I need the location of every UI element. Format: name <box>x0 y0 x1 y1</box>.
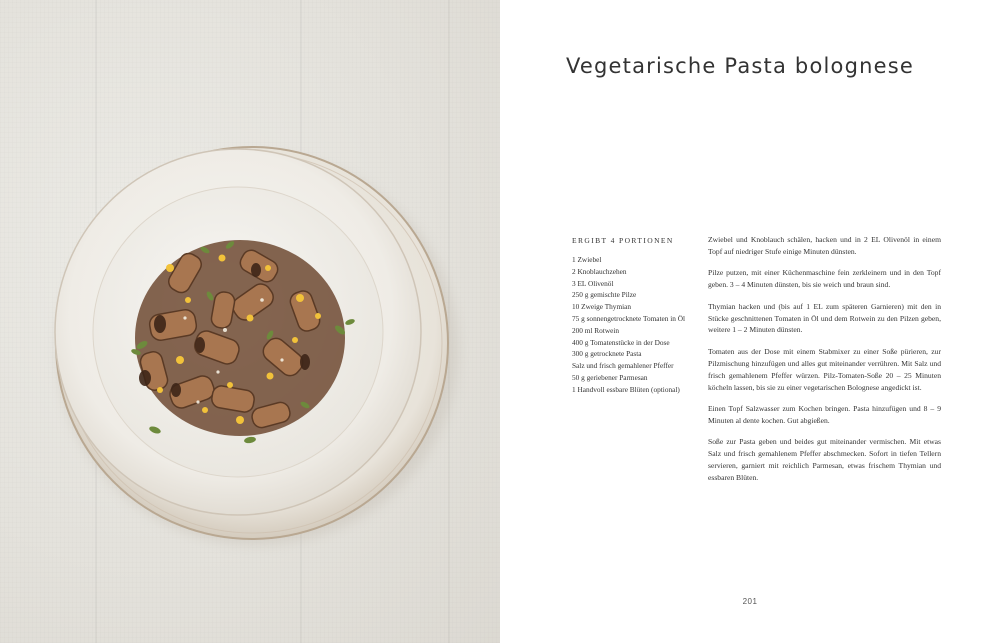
method-step: Zwiebel und Knoblauch schälen, hacken und in 2 EL Olivenöl in einem Topf auf niedriger Stufe einige Minuten dünsten. <box>708 235 941 256</box>
ingredient-item: 75 g sonnengetrocknete Tomaten in Öl <box>572 313 686 323</box>
ingredient-item: 1 Zwiebel <box>572 255 602 264</box>
ingredient-item: 200 ml Rotwein <box>572 325 620 335</box>
page-number: 201 <box>742 597 758 606</box>
method-step: Tomaten aus der Dose mit einem Stabmixer zu einer Soße pürieren, zur Pilzmischung hinzufügen und alles gut miteinander verrühren. Mit Salz und frisch gemahlenem Pfeffer würzen. Pilz-Tomaten-Soße 20 – 25 Minuten köcheln lassen, bis sie zu einer vegetarischen Bolognese angedickt ist. <box>708 346 941 392</box>
ingredient-item: 2 Knoblauchzehen <box>572 266 627 276</box>
ingredient-item: Salz und frisch gemahlener Pfeffer <box>572 361 674 371</box>
ingredient-item: 3 EL Olivenöl <box>572 278 614 288</box>
ingredient-item: 1 Handvoll essbare Blüten (optional) <box>572 384 680 394</box>
ingredient-item: 10 Zweige Thymian <box>572 302 632 312</box>
method-step: Soße zur Pasta geben und beides gut miteinander vermischen. Mit etwas Salz und frisch gemahlenem Pfeffer abschmecken. Sofort in tiefen Tellern servieren, garniert mit reichlich Parmesan, etwas frischem Thymian und essbaren Blüten. <box>708 437 941 482</box>
recipe-title: Vegetarische Pasta bolognese <box>565 54 914 78</box>
ingredient-item: 50 g geriebener Parmesan <box>572 372 648 382</box>
ingredient-item: 400 g Tomatenstücke in der Dose <box>572 337 670 347</box>
ingredient-item: 250 g gemischte Pilze <box>572 290 637 300</box>
method-step: Pilze putzen, mit einer Küchenmaschine fein zerkleinern und in den Topf geben. 3 – 4 Minuten dünsten, bis sie weich und braun sind. <box>708 268 941 290</box>
method-step: Thymian hacken und (bis auf 1 EL zum späteren Garnieren) mit den in Stücke geschnittenen Tomaten in Öl und dem Rotwein zu den Pilzen geben, weitere 1 – 2 Minuten dünsten. <box>708 301 941 335</box>
ingredient-list <box>572 254 685 396</box>
method-step: Einen Topf Salzwasser zum Kochen bringen. Pasta hinzufügen und 8 – 9 Minuten al dente kochen. Gut abgießen. <box>708 403 941 425</box>
recipe-page <box>500 0 1000 643</box>
ingredient-item: 300 g getrocknete Pasta <box>572 349 642 359</box>
method-steps <box>708 234 941 493</box>
servings-label: ERGIBT 4 PORTIONEN <box>572 236 674 245</box>
